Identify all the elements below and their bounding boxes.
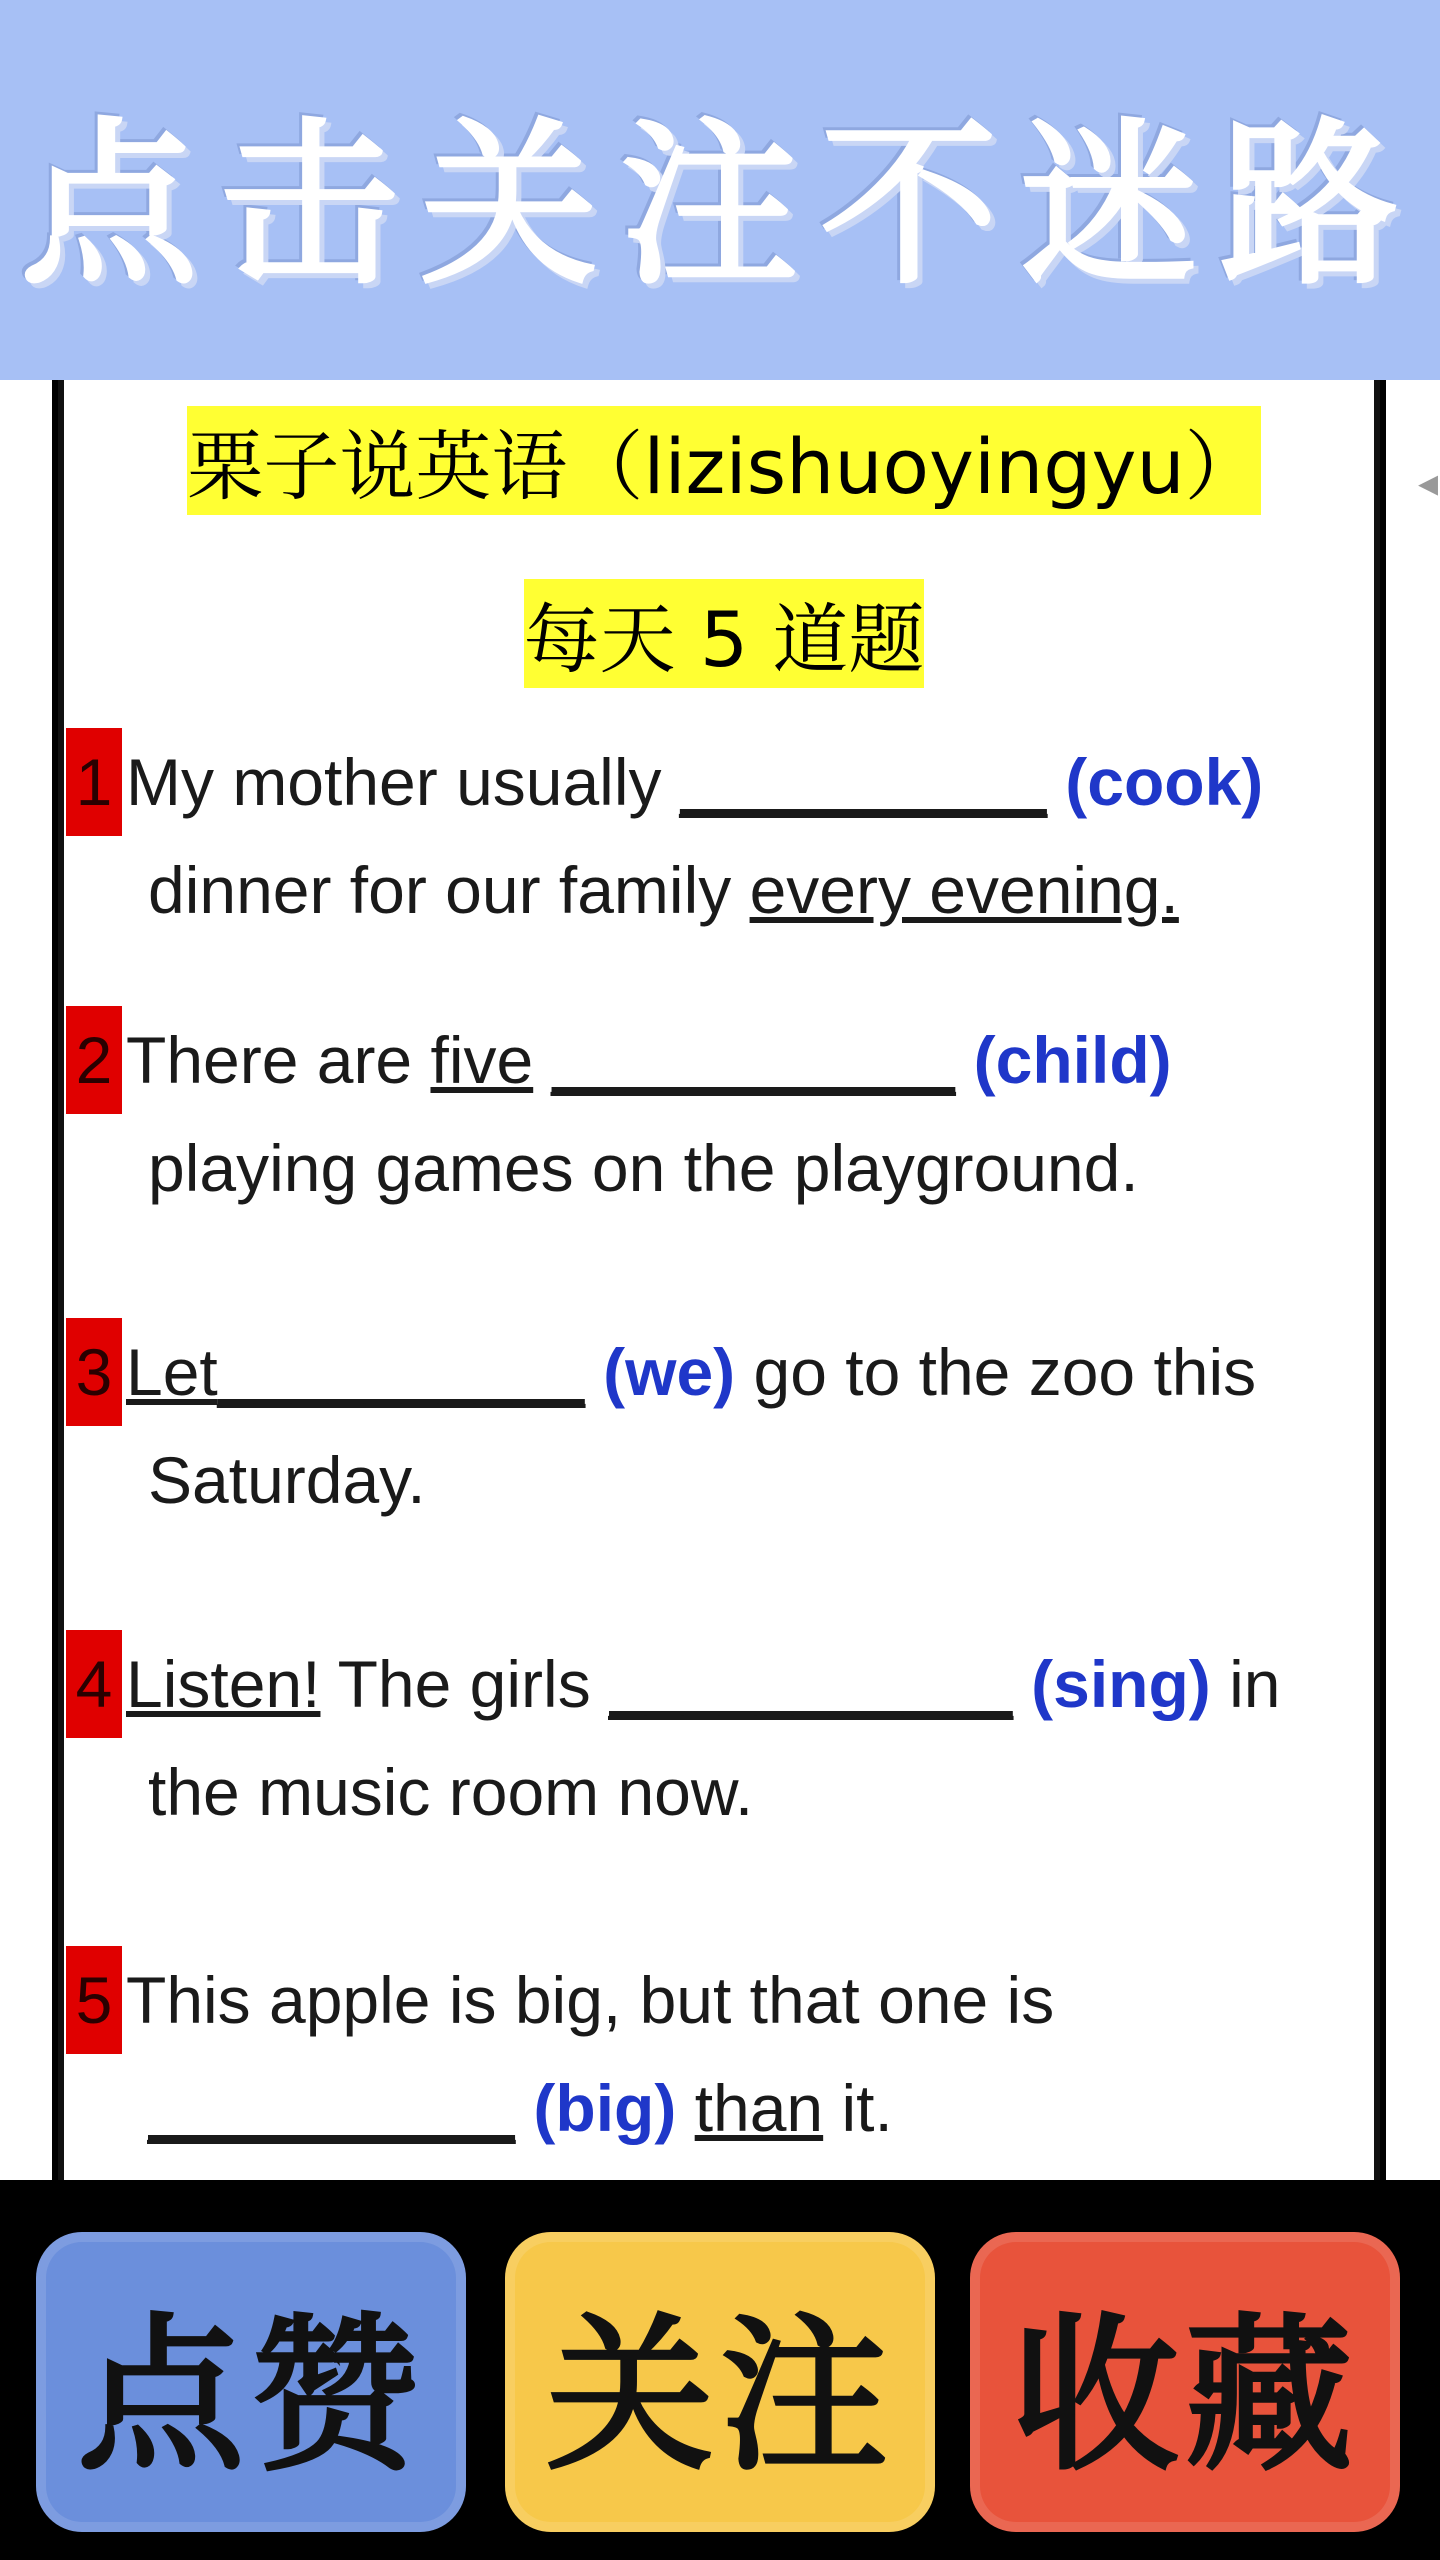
question-text: Saturday. — [148, 1443, 426, 1517]
question-5 — [66, 1946, 1366, 2162]
question-text: playing games on the playground. — [148, 1131, 1139, 1205]
underlined-phrase: Let — [126, 1335, 218, 1409]
question-text: it. — [823, 2071, 893, 2145]
answer-blank[interactable]: ___________ — [551, 1023, 956, 1097]
title-highlight: 栗子说英语（lizishuoyingyu） — [187, 406, 1260, 515]
underlined-phrase: every evening. — [749, 853, 1179, 927]
answer-blank[interactable]: __________ — [679, 745, 1047, 819]
question-text: in — [1210, 1647, 1281, 1721]
subtitle-highlight: 每天 5 道题 — [524, 579, 925, 688]
arrow-left-icon: ◂ — [1418, 461, 1439, 505]
top-banner — [0, 0, 1440, 380]
question-text: This apple is big, but that one is — [126, 1963, 1055, 2037]
word-hint: (cook) — [1065, 745, 1264, 819]
word-hint: (big) — [533, 2071, 677, 2145]
word-hint: (we) — [603, 1335, 736, 1409]
question-text: The girls — [320, 1647, 610, 1721]
question-3 — [66, 1318, 1366, 1534]
banner-text: 点击关注不迷路 — [20, 102, 1420, 309]
like-label: 点赞 — [77, 2297, 425, 2494]
answer-blank[interactable]: __________ — [217, 1335, 585, 1409]
underlined-phrase: than — [694, 2071, 824, 2145]
question-number: 5 — [66, 1946, 122, 2054]
question-number: 4 — [66, 1630, 122, 1738]
question-text: My mother usually — [126, 745, 680, 819]
page-subtitle — [500, 555, 948, 711]
collect-label: 收藏 — [1011, 2297, 1359, 2494]
word-hint: (child) — [973, 1023, 1172, 1097]
question-1 — [66, 728, 1366, 944]
question-number: 3 — [66, 1318, 122, 1426]
underlined-phrase: Listen! — [126, 1647, 321, 1721]
page-title — [172, 382, 1276, 538]
question-text: There are — [126, 1023, 431, 1097]
question-text: the music room now. — [148, 1755, 754, 1829]
question-text: dinner for our family — [148, 853, 750, 927]
collect-button[interactable] — [970, 2232, 1400, 2532]
word-hint: (sing) — [1031, 1647, 1211, 1721]
underlined-phrase: five — [430, 1023, 534, 1097]
follow-button[interactable] — [505, 2232, 935, 2532]
left-gutter — [0, 380, 52, 2180]
right-gutter — [1386, 380, 1440, 2180]
follow-label: 关注 — [546, 2297, 894, 2494]
answer-blank[interactable]: __________ — [148, 2071, 516, 2145]
question-2 — [66, 1006, 1366, 1222]
question-number: 2 — [66, 1006, 122, 1114]
like-button[interactable] — [36, 2232, 466, 2532]
question-4 — [66, 1630, 1366, 1846]
question-text: go to the zoo this — [735, 1335, 1257, 1409]
answer-blank[interactable]: ___________ — [609, 1647, 1013, 1721]
question-number: 1 — [66, 728, 122, 836]
